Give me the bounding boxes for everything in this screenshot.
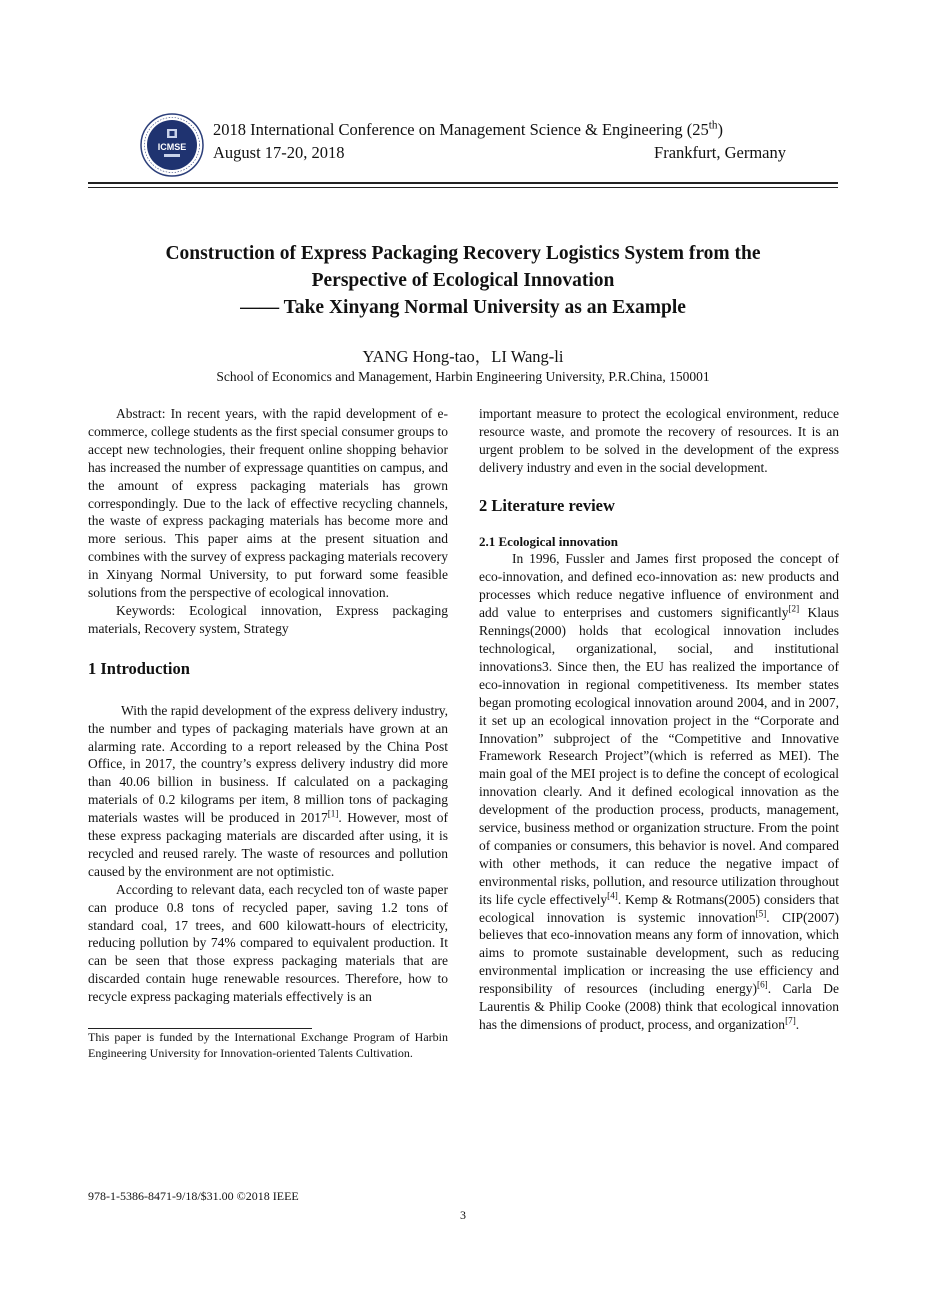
subsection-2-1-heading: 2.1 Ecological innovation xyxy=(479,533,619,549)
conference-header xyxy=(213,118,786,164)
conference-name: 2018 International Conference on Management Science & Engineering (25th) xyxy=(213,119,723,139)
affiliation: School of Economics and Management, Harbin Engineering University, P.R.China, 150001 xyxy=(216,369,710,384)
section-1-heading: 1 Introduction xyxy=(88,658,190,678)
left-column xyxy=(88,405,448,1061)
page-number: 3 xyxy=(460,1208,466,1222)
conference-dates: August 17-20, 2018 xyxy=(213,143,345,162)
ecological-innovation-paragraph: In 1996, Fussler and James first proposed the concept of eco-innovation, and defined eco-innovation as: new products and processes which reduce negative influence of environment and add value to enterprises and customers significantly[2] Klaus Rennings(2000) holds that ecological innovation includes technological, organizational, social, and institutional innovations3. Since then, the EU has realized the importance of eco-innovation in regional competitiveness. Its member states began promoting ecological innovation around 2004, and in 2007, it set up an ecological innovation project in the “Corporate and Innovation” subproject of the “Competitive and Innovative Framework Research Project”(which is referred as MEI). The main goal of the MEI project is to define the concept of ecological innovation clearly. And it defined ecological innovation as the development of the production process, products, management, service, business method or organization structure. From the point of companies or consumers, this behavior is novel. And compared with other methods, it can reduce the negative impact of environmental risks, pollution, and resource utilization throughout its life cycle effectively[4]. Kemp & Rotmans(2005) considers that ecological innovation is systemic innovation[5]. CIP(2007) believes that eco-innovation means any form of innovation, which aims to promote sustainable development, such as reducing environmental implication or increasing the use efficiency and responsibility of resources (including energy)[6]. Carla De Laurentis & Philip Cooke (2008) think that ecological innovation has the dimensions of product, process, and organization[7]. xyxy=(479,551,840,1032)
header-rule-thin xyxy=(88,187,838,188)
isbn-line: 978-1-5386-8471-9/18/$31.00 ©2018 IEEE xyxy=(88,1189,299,1203)
conference-logo xyxy=(140,113,204,177)
intro-paragraph-2: According to relevant data, each recycled ton of waste paper can produce 0.8 tons of recycled paper, saving 1.2 tons of standard coal, 17 trees, and 600 kilowatt-hours of electricity, reducing pollution by 74% compared to equivalent production. It can be seen that those express packaging materials that are discarded contain huge renewable resources. Therefore, how to recycle express packaging materials effectively is an xyxy=(88,881,448,1005)
keywords: Keywords: Ecological innovation, Express packaging materials, Recovery system, Strategy xyxy=(88,602,448,636)
intro-paragraph-2-continued: important measure to protect the ecological environment, reduce resource waste, and promote the recovery of resources. It is an urgent problem to be solved in the development of the express delivery industry and even in the social development. xyxy=(479,406,839,475)
logo-text: ICMSE xyxy=(157,142,187,152)
intro-paragraph-1: With the rapid development of the express delivery industry, the number and types of packaging materials have grown at an alarming rate. According to a report released by the China Post Office, in 2017, the country’s express delivery industry did more than 40.06 billion in business. If calculated on a packaging materials of 0.2 kilograms per item, 8 million tons of packaging materials wastes will be produced in 2017[1]. However, most of these express packaging materials are discarded after using, it is recycled and reused rarely. The waste of resources and pollution caused by the environment are not optimistic. xyxy=(88,702,448,879)
paper-title: Construction of Express Packaging Recovery Logistics System from the Perspective of Ecological Innovation —— Take Xinyang Normal University as an Example xyxy=(165,243,761,318)
footnote: This paper is funded by the International Exchange Program of Harbin Engineering University for Innovation-oriented Talents Cultivation. xyxy=(88,1030,448,1061)
authors: YANG Hong-tao，LI Wang-li xyxy=(362,347,564,366)
section-2-heading: 2 Literature review xyxy=(479,495,615,515)
conference-location: Frankfurt, Germany xyxy=(654,143,786,162)
abstract: Abstract: In recent years, with the rapid development of e-commerce, college students as the first special consumer groups to accept new technologies, their frequent online shopping behavior has increased the number of expressage quantities on campus, and the amount of express packaging materials has grown correspondingly. Due to the lack of effective recycling channels, the waste of express packaging materials has become more and more serious. This paper aims at the present situation and combines with the survey of express packaging materials recovery in Xinyang Normal University, to put forward some feasible solutions from the perspective of ecological innovation. xyxy=(88,406,448,601)
right-column xyxy=(479,405,839,1034)
header-rule-thick xyxy=(88,182,838,184)
